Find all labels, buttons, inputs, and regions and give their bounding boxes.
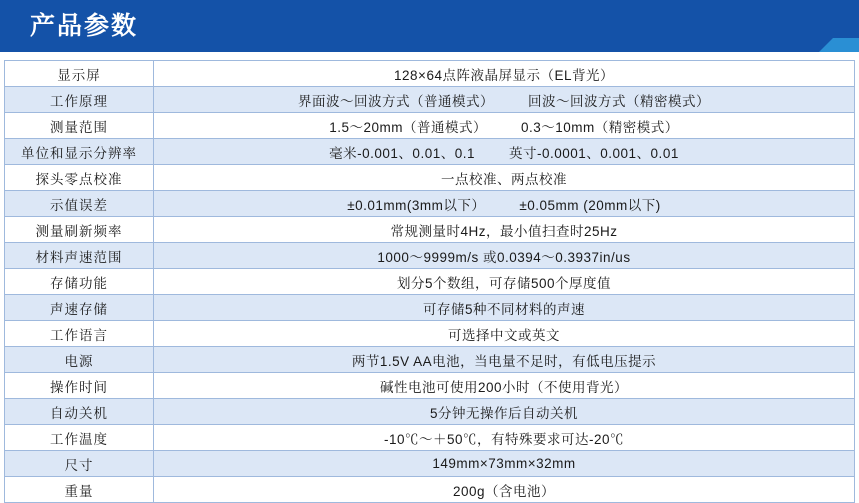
spec-label: 工作原理	[5, 87, 154, 113]
spec-value-part: 英寸-0.0001、0.001、0.01	[508, 145, 679, 161]
spec-label: 声速存储	[5, 295, 154, 321]
spec-value-part: 1.5～20mm（普通模式）	[329, 119, 487, 135]
spec-value: 200g（含电池）	[154, 477, 855, 503]
table-row	[5, 295, 855, 321]
spec-label: 工作温度	[5, 425, 154, 451]
spec-label: 操作时间	[5, 373, 154, 399]
spec-value-part: ±0.01mm(3mm以下）	[347, 197, 486, 213]
spec-label: 显示屏	[5, 61, 154, 87]
spec-label: 存储功能	[5, 269, 154, 295]
table-row	[5, 243, 855, 269]
spec-label: 尺寸	[5, 451, 154, 477]
spec-label: 单位和显示分辨率	[5, 139, 154, 165]
table-row	[5, 113, 855, 139]
spec-value: 1000～9999m/s 或0.0394～0.3937in/us	[154, 243, 855, 269]
table-row	[5, 61, 855, 87]
page-title: 产品参数	[30, 12, 139, 40]
spec-value-part: 0.3～10mm（精密模式）	[521, 119, 679, 135]
spec-label: 自动关机	[5, 399, 154, 425]
table-row	[5, 139, 855, 165]
page-header	[0, 0, 859, 52]
spec-value: 128×64点阵液晶屏显示（EL背光）	[154, 61, 855, 87]
spec-label: 示值误差	[5, 191, 154, 217]
spec-label: 电源	[5, 347, 154, 373]
table-row	[5, 87, 855, 113]
spec-value: -10℃～＋50℃，有特殊要求可达-20℃	[154, 425, 855, 451]
table-row	[5, 321, 855, 347]
spec-value: 两节1.5V AA电池，当电量不足时，有低电压提示	[154, 347, 855, 373]
spec-value: 149mm×73mm×32mm	[154, 451, 855, 477]
table-row	[5, 399, 855, 425]
spec-value-part: 毫米-0.001、0.01、0.1	[329, 145, 475, 161]
table-row	[5, 269, 855, 295]
spec-value	[154, 87, 855, 113]
spec-label: 探头零点校准	[5, 165, 154, 191]
spec-value: 一点校准、两点校准	[154, 165, 855, 191]
table-row	[5, 217, 855, 243]
table-row	[5, 477, 855, 503]
spec-label: 材料声速范围	[5, 243, 154, 269]
spec-value: 5分钟无操作后自动关机	[154, 399, 855, 425]
spec-value-part: ±0.05mm (20mm以下)	[519, 197, 661, 213]
table-row	[5, 191, 855, 217]
spec-value	[154, 191, 855, 217]
spec-label: 工作语言	[5, 321, 154, 347]
spec-label: 测量刷新频率	[5, 217, 154, 243]
header-wedge-decoration	[179, 0, 859, 52]
spec-table-body	[5, 61, 855, 503]
table-row	[5, 451, 855, 477]
table-row	[5, 425, 855, 451]
table-row	[5, 373, 855, 399]
spec-value	[154, 113, 855, 139]
spec-value: 常规测量时4Hz，最小值扫查时25Hz	[154, 217, 855, 243]
spec-value-part: 界面波～回波方式（普通模式）	[298, 93, 494, 109]
spec-table	[4, 60, 855, 503]
spec-value: 碱性电池可使用200小时（不使用背光）	[154, 373, 855, 399]
spec-table-container	[0, 52, 859, 503]
spec-value: 可存储5种不同材料的声速	[154, 295, 855, 321]
spec-label: 测量范围	[5, 113, 154, 139]
table-row	[5, 347, 855, 373]
spec-value	[154, 139, 855, 165]
spec-value: 可选择中文或英文	[154, 321, 855, 347]
spec-value: 划分5个数组，可存储500个厚度值	[154, 269, 855, 295]
table-row	[5, 165, 855, 191]
spec-label: 重量	[5, 477, 154, 503]
spec-value-part: 回波～回波方式（精密模式）	[528, 93, 710, 109]
